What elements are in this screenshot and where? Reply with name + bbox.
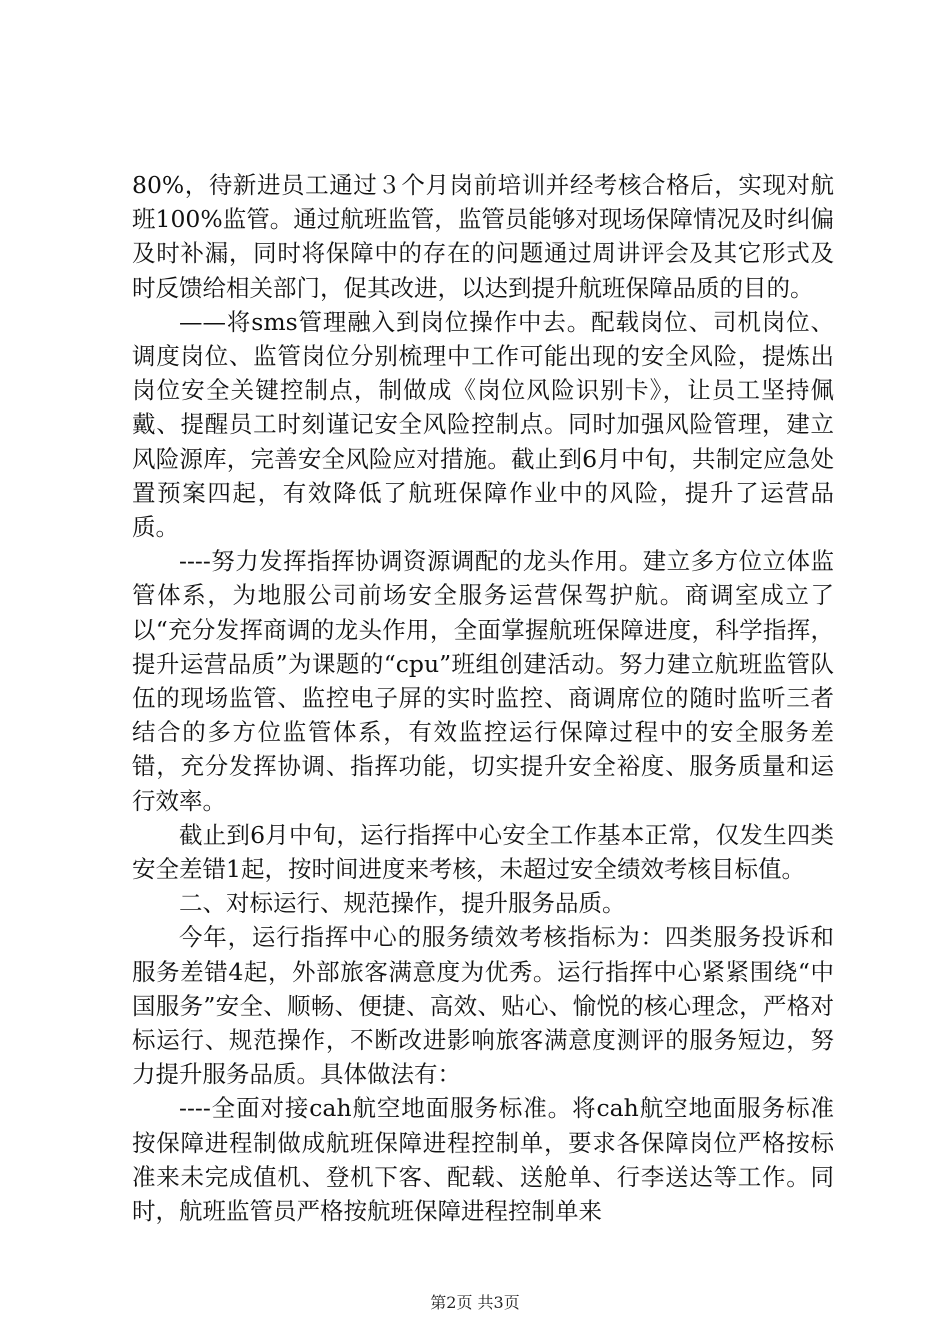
paragraph-service-targets: 今年，运行指挥中心的服务绩效考核指标为：四类服务投诉和服务差错4起，外部旅客满意度为优秀。运行指挥中心紧紧围绕“中国服务”安全、顺畅、便捷、高效、贴心、愉悦的核心理念，严格对标运行、规范操作，不断改进影响旅客满意度测评的服务短边，努力提升服务品质。具体做法有：: [132, 923, 834, 1089]
section-heading-service-quality: 二、对标运行、规范操作，提升服务品质。: [179, 889, 626, 918]
paragraph-safety-summary: 截止到6月中旬，运行指挥中心安全工作基本正常，仅发生四类安全差错1起，按时间进度来考核，未超过安全绩效考核目标值。: [132, 820, 834, 884]
paragraph-coordination: ----努力发挥指挥协调资源调配的龙头作用。建立多方位立体监管体系，为地服公司前场安全服务运营保驾护航。商调室成立了以“充分发挥商调的龙头作用，全面掌握航班保障进度，科学指挥，提升运营品质”为课题的“cpu”班组创建活动。努力建立航班监管队伍的现场监管、监控电子屏的实时监控、商调席位的随时监听三者结合的多方位监管体系，有效监控运行保障过程中的安全服务差错，充分发挥协调、指挥功能，切实提升安全裕度、服务质量和运行效率。: [132, 547, 834, 815]
page-footer: 第2页 共3页: [430, 1293, 520, 1312]
paragraph-cah-standards: ----全面对接cah航空地面服务标准。将cah航空地面服务标准按保障进程制做成航班保障进程控制单，要求各保障岗位严格按标准来未完成值机、登机下客、配载、送舱单、行李送达等工作。同时，航班监管员严格按航班保障进程控制单来: [132, 1094, 834, 1226]
paragraph-sms-management: ——将sms管理融入到岗位操作中去。配载岗位、司机岗位、调度岗位、监管岗位分别梳理中工作可能出现的安全风险，提炼出岗位安全关键控制点，制做成《岗位风险识别卡》，让员工坚持佩戴、提醒员工时刻谨记安全风险控制点。同时加强风险管理，建立风险源库，完善安全风险应对措施。截止到6月中旬，共制定应急处置预案四起，有效降低了航班保障作业中的风险，提升了运营品质。: [132, 307, 834, 542]
paragraph-continuation: 80%，待新进员工通过３个月岗前培训并经考核合格后，实现对航班100%监管。通过航班监管，监管员能够对现场保障情况及时纠偏及时补漏，同时将保障中的存在的问题通过周讲评会及其它形式及时反馈给相关部门，促其改进，以达到提升航班保障品质的目的。: [132, 171, 834, 302]
document-body: [132, 168, 834, 1228]
